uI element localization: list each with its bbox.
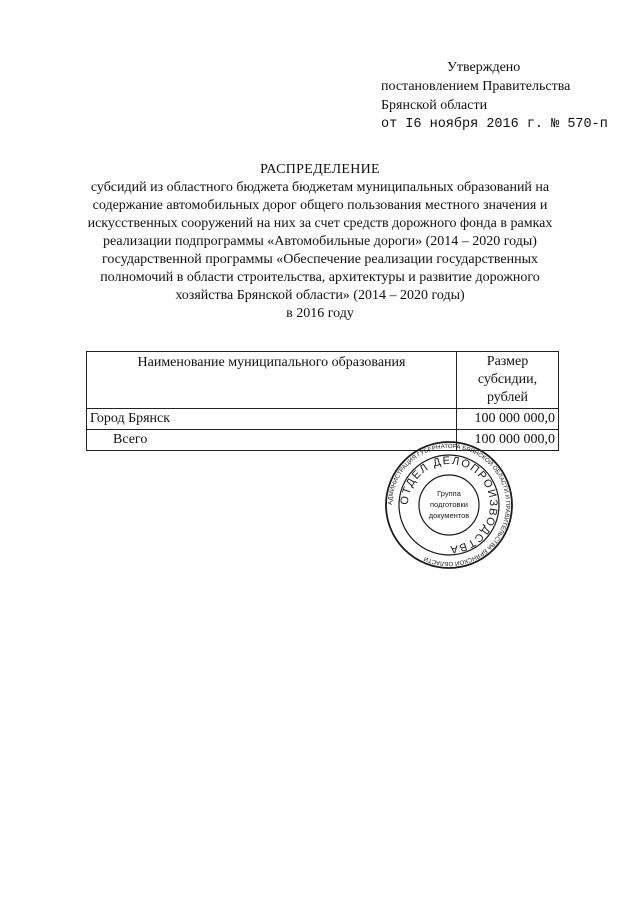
table-header-row xyxy=(87,352,559,409)
stamp-center-line-1: Группа xyxy=(437,489,461,498)
approval-region: Брянской области xyxy=(381,98,488,113)
column-header-name: Наименование муниципального образования xyxy=(87,352,457,409)
subsidy-table xyxy=(86,351,559,451)
stamp-outer-text: АДМИНИСТРАЦИЯ ГУБЕРНАТОРА БРЯНСКОЙ ОБЛАСТИ И ПРАВИТЕЛЬСТВА БРЯНСКОЙ ОБЛАСТИ xyxy=(386,442,512,568)
approval-resolution: постановлением Правительства xyxy=(381,79,571,94)
total-amount: 100 000 000,0 xyxy=(457,430,559,451)
document-year: в 2016 году xyxy=(286,306,354,321)
table-row xyxy=(87,409,559,430)
approval-block xyxy=(381,58,631,134)
document-title: РАСПРЕДЕЛЕНИЕ xyxy=(260,162,380,177)
approval-date-number: от I6 ноября 2016 г. № 570-п xyxy=(381,117,608,132)
column-header-amount: Размер субсидии, рублей xyxy=(457,352,559,409)
official-stamp xyxy=(384,440,514,570)
approval-label: Утверждено xyxy=(447,60,521,75)
document-heading xyxy=(86,161,554,323)
stamp-inner-text: ОТДЕЛ ДЕЛОПРОИЗВОДСТВА xyxy=(398,454,500,556)
stamp-center-line-2: подготовки xyxy=(430,500,468,509)
subsidy-amount: 100 000 000,0 xyxy=(457,409,559,430)
document-subtitle: субсидий из областного бюджета бюджетам муниципальных образований на содержание автомобильных дорог общего пользования местного значения и искусственных сооружений на них за счет средств дорожного фонда в рамках реализации подпрограммы «Автомобильные дороги» (2014 – 2020 годы) государственной программы «Обеспечение реализации государственных полномочий в области строительства, архитектуры и развитие дорожного хозяйства Брянской области» (2014 – 2020 годы) xyxy=(87,180,553,303)
municipality-name: Город Брянск xyxy=(87,409,457,430)
total-label: Всего xyxy=(87,430,457,451)
stamp-center-line-3: документов xyxy=(428,511,470,520)
